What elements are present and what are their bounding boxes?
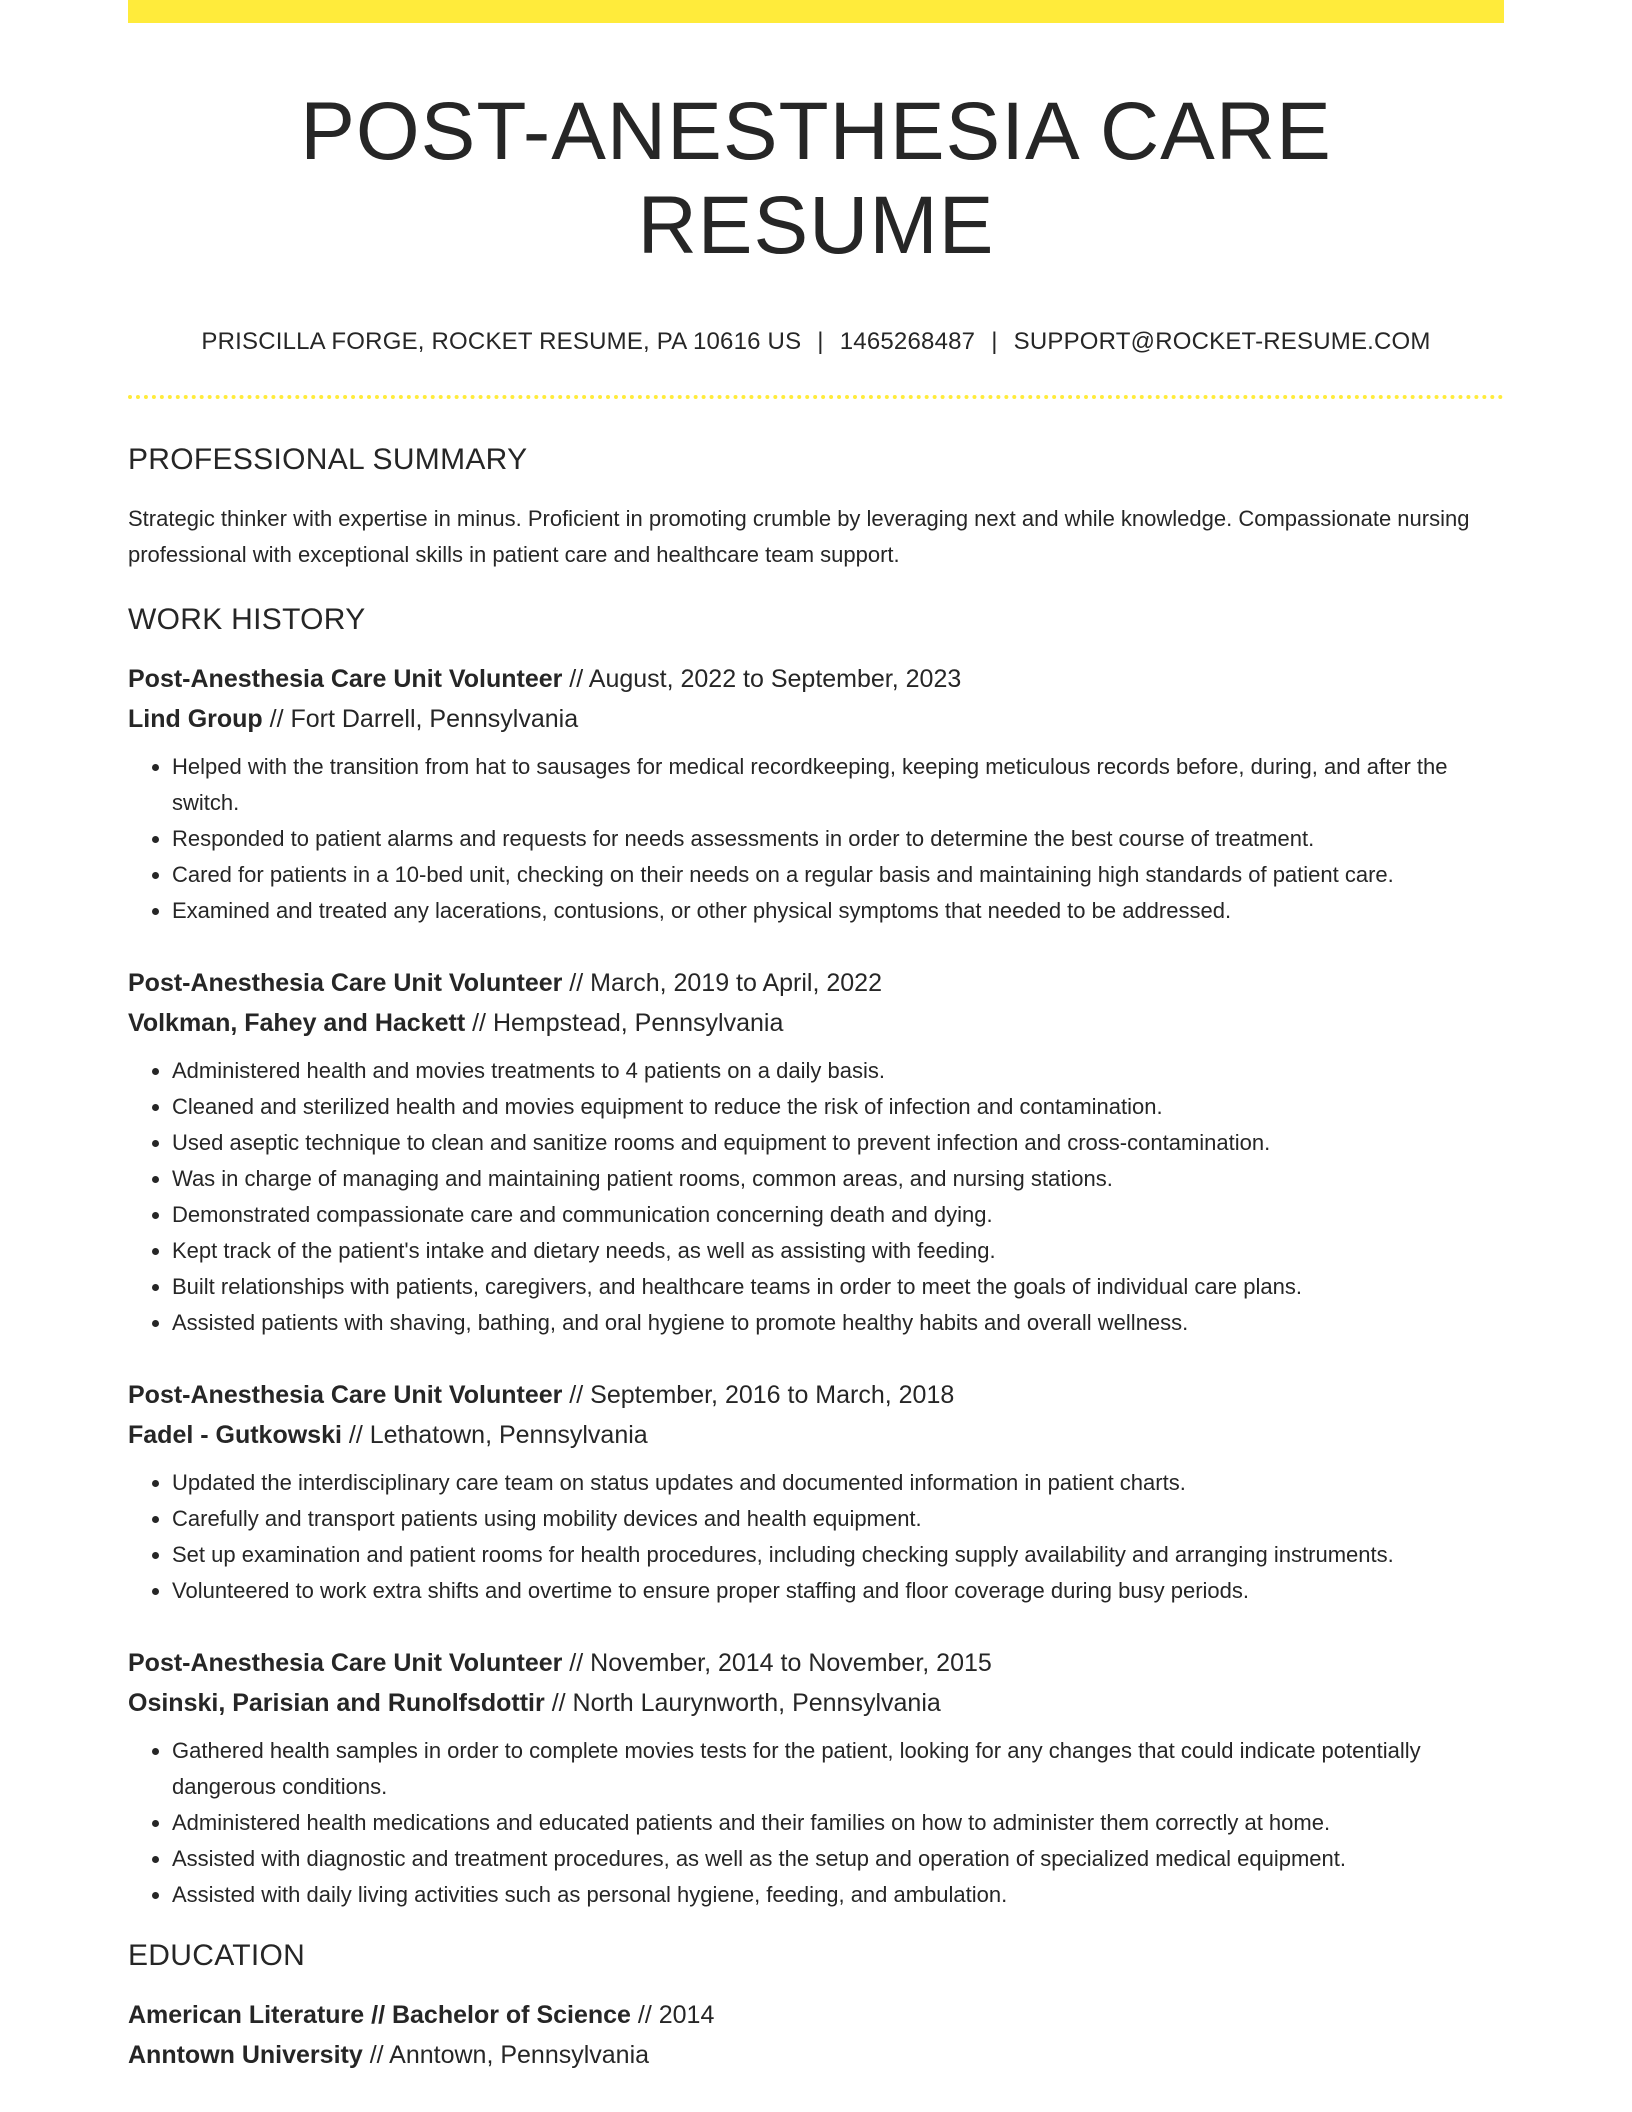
job-title-line <box>128 1375 1504 1415</box>
job-bullet: • Gathered health samples in order to complete movies tests for the patient, looking for any changes that could indicate potentially dangerous conditions. <box>172 1733 1504 1805</box>
job-company-line <box>128 1683 1504 1723</box>
job-bullet: • Set up examination and patient rooms for health procedures, including checking supply availability and arranging instruments. <box>172 1537 1504 1573</box>
summary-heading: PROFESSIONAL SUMMARY <box>128 442 528 476</box>
job-bullet: • Cleaned and sterilized health and movies equipment to reduce the risk of infection and contamination. <box>172 1089 1504 1125</box>
job-location: // North Laurynworth, Pennsylvania <box>544 1688 941 1717</box>
job-title: Post-Anesthesia Care Unit Volunteer <box>128 1380 563 1409</box>
job-company: Lind Group <box>128 704 263 733</box>
top-accent-bar <box>128 0 1504 23</box>
job-bullet: • Used aseptic technique to clean and sanitize rooms and equipment to prevent infection and cross-contamination. <box>172 1125 1504 1161</box>
education-degree-line <box>128 1995 1504 2035</box>
job-bullet: • Demonstrated compassionate care and communication concerning death and dying. <box>172 1197 1504 1233</box>
contact-separator: | <box>817 327 824 355</box>
job-bullet: • Examined and treated any lacerations, contusions, or other physical symptoms that needed to be addressed. <box>172 893 1504 929</box>
job-company-line <box>128 1415 1504 1455</box>
contact-email: SUPPORT@ROCKET-RESUME.COM <box>1013 327 1431 355</box>
job-bullets <box>128 1733 1504 1913</box>
job-bullet: • Assisted with daily living activities such as personal hygiene, feeding, and ambulation. <box>172 1877 1504 1913</box>
job-title: Post-Anesthesia Care Unit Volunteer <box>128 664 563 693</box>
education-degree: American Literature // Bachelor of Science <box>128 2000 631 2029</box>
job-location: // Lethatown, Pennsylvania <box>341 1420 648 1449</box>
job-bullets <box>128 1465 1504 1609</box>
job-entry <box>128 659 1504 929</box>
education-school-line <box>128 2035 1504 2075</box>
job-company: Volkman, Fahey and Hackett <box>128 1008 466 1037</box>
job-dates: // August, 2022 to September, 2023 <box>562 664 962 693</box>
education-school: Anntown University <box>128 2040 363 2069</box>
job-bullet: • Carefully and transport patients using mobility devices and health equipment. <box>172 1501 1504 1537</box>
resume-title: POST-ANESTHESIA CARE RESUME <box>300 86 1332 272</box>
job-bullets <box>128 749 1504 929</box>
job-company: Osinski, Parisian and Runolfsdottir <box>128 1688 545 1717</box>
job-title: Post-Anesthesia Care Unit Volunteer <box>128 968 563 997</box>
education-location: // Anntown, Pennsylvania <box>362 2040 650 2069</box>
job-bullet: • Cared for patients in a 10-bed unit, checking on their needs on a regular basis and maintaining high standards of patient care. <box>172 857 1504 893</box>
job-title-line <box>128 963 1504 1003</box>
job-bullets <box>128 1053 1504 1341</box>
job-bullet: • Built relationships with patients, caregivers, and healthcare teams in order to meet the goals of individual care plans. <box>172 1269 1504 1305</box>
job-dates: // November, 2014 to November, 2015 <box>562 1648 992 1677</box>
job-bullet: • Assisted with diagnostic and treatment procedures, as well as the setup and operation of specialized medical equipment. <box>172 1841 1504 1877</box>
education-heading: EDUCATION <box>128 1938 306 1972</box>
job-entry <box>128 963 1504 1341</box>
job-bullet: • Administered health and movies treatments to 4 patients on a daily basis. <box>172 1053 1504 1089</box>
job-company-line <box>128 699 1504 739</box>
job-entry <box>128 1375 1504 1609</box>
job-entry <box>128 1643 1504 1913</box>
job-title-line <box>128 1643 1504 1683</box>
resume-page <box>128 0 1504 2075</box>
job-location: // Fort Darrell, Pennsylvania <box>262 704 579 733</box>
contact-address: PRISCILLA FORGE, ROCKET RESUME, PA 10616 US <box>201 327 802 355</box>
header-divider <box>128 395 1504 399</box>
job-bullet: • Administered health medications and educated patients and their families on how to administer them correctly at home. <box>172 1805 1504 1841</box>
job-location: // Hempstead, Pennsylvania <box>465 1008 784 1037</box>
contact-line <box>128 326 1504 357</box>
job-bullet: • Helped with the transition from hat to sausages for medical recordkeeping, keeping meticulous records before, during, and after the switch. <box>172 749 1504 821</box>
job-title-line <box>128 659 1504 699</box>
job-bullet: • Kept track of the patient's intake and dietary needs, as well as assisting with feeding. <box>172 1233 1504 1269</box>
job-bullet: • Updated the interdisciplinary care team on status updates and documented information in patient charts. <box>172 1465 1504 1501</box>
job-bullet: • Assisted patients with shaving, bathing, and oral hygiene to promote healthy habits and overall wellness. <box>172 1305 1504 1341</box>
work-history-heading: WORK HISTORY <box>128 602 366 636</box>
contact-separator: | <box>991 327 998 355</box>
job-bullet: • Volunteered to work extra shifts and overtime to ensure proper staffing and floor coverage during busy periods. <box>172 1573 1504 1609</box>
job-title: Post-Anesthesia Care Unit Volunteer <box>128 1648 563 1677</box>
education-year: // 2014 <box>630 2000 715 2029</box>
education-entry <box>128 1995 1504 2075</box>
job-company: Fadel - Gutkowski <box>128 1420 342 1449</box>
job-bullet: • Responded to patient alarms and requests for needs assessments in order to determine the best course of treatment. <box>172 821 1504 857</box>
job-bullet: • Was in charge of managing and maintaining patient rooms, common areas, and nursing stations. <box>172 1161 1504 1197</box>
job-dates: // March, 2019 to April, 2022 <box>562 968 882 997</box>
contact-phone: 1465268487 <box>839 327 976 355</box>
job-company-line <box>128 1003 1504 1043</box>
summary-text: Strategic thinker with expertise in minus. Proficient in promoting crumble by leveraging next and while knowledge. Compassionate nursing professional with exceptional skills in patient care and healthcare team support. <box>128 505 1470 567</box>
job-dates: // September, 2016 to March, 2018 <box>562 1380 955 1409</box>
